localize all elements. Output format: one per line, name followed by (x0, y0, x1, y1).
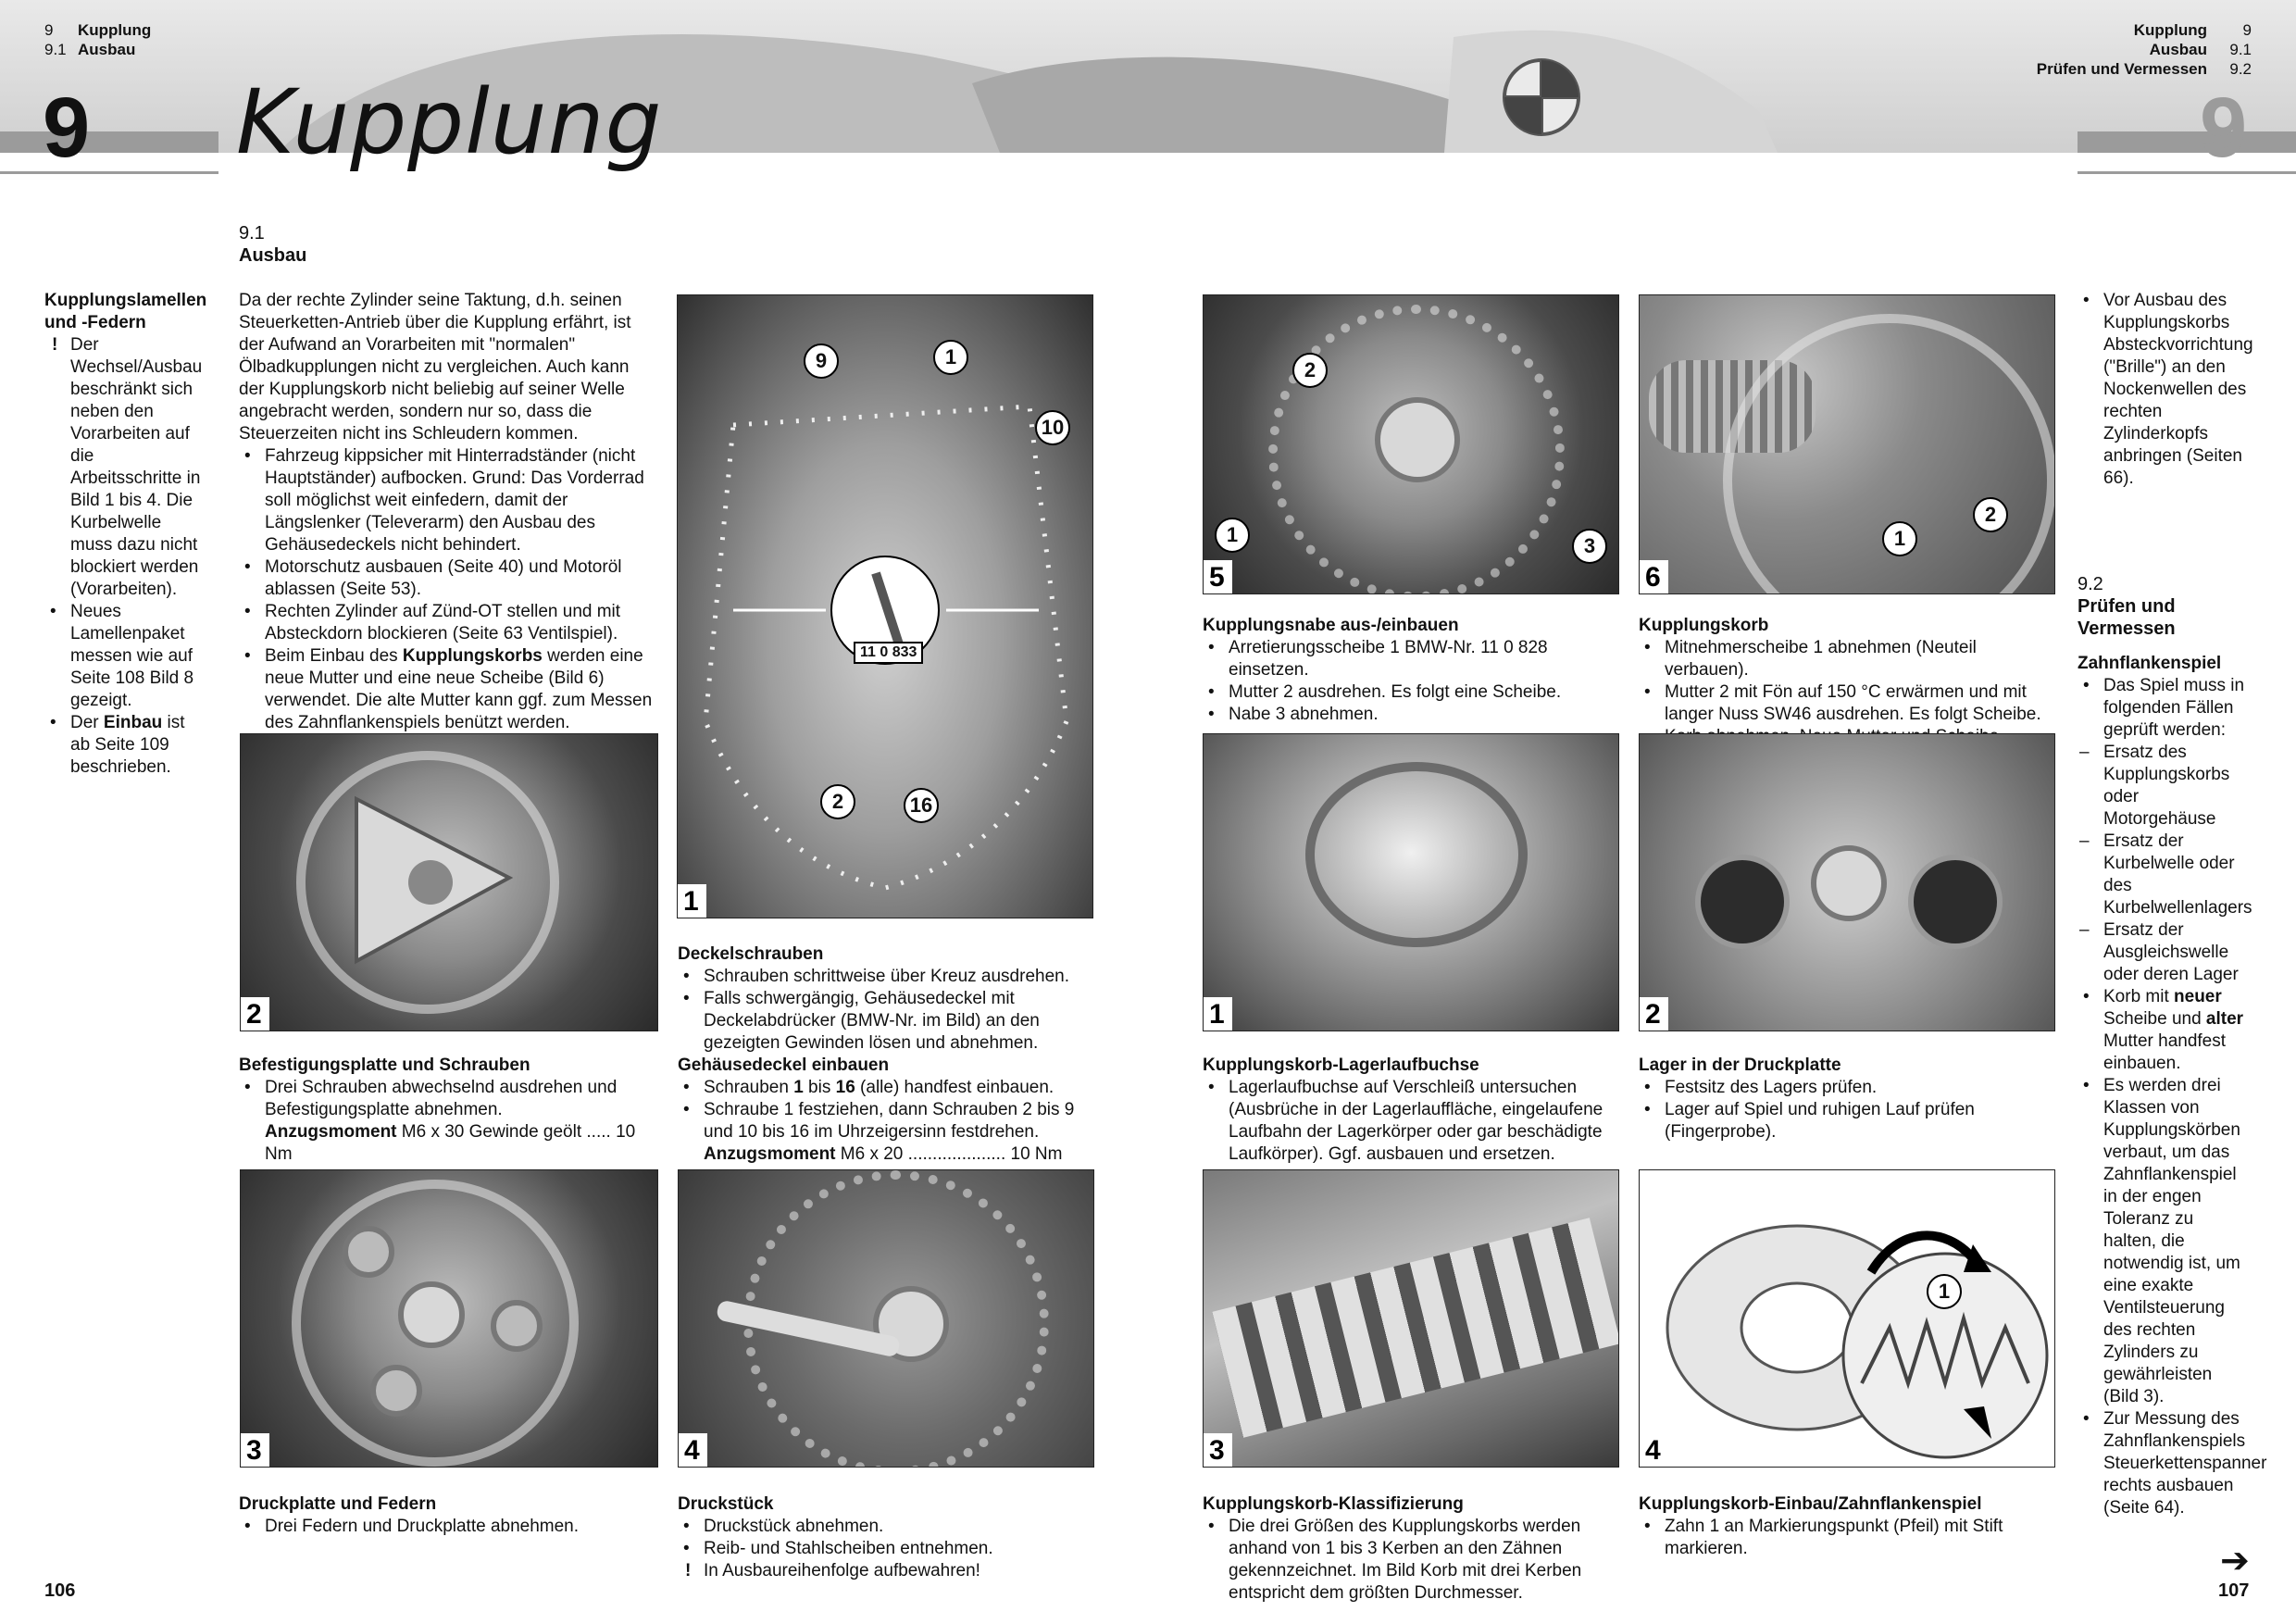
basket-line-drawing (1640, 1170, 2054, 1467)
running-head-right: Kupplung 9 Ausbau 9.1 Prüfen und Vermessen 9.2 (2036, 21, 2252, 78)
photo-clutch-basket (1639, 294, 2055, 594)
caption-basket-classification: Kupplungskorb-Klassifizierung • Die drei Größen des Kupplungskorbs werden anhand von 1 bis 3 Kerben an den Zähnen gekennzeichnet. Im Bild Korb mit drei Kerben entspricht dem größten Durchmesser. (1203, 1493, 1617, 1605)
callout-3: 3 (1572, 529, 1607, 564)
photo-cover-bolts (677, 294, 1093, 918)
chapter-number-left: 9 (43, 81, 91, 175)
caption-pressure-plate: Druckplatte und Federn • Drei Federn und Druckplatte abnehmen. (239, 1493, 657, 1538)
caption-pressure-plate-bearing: Lager in der Druckplatte • Festsitz des Lagers prüfen. • Lager auf Spiel und ruhigen Lauf prüfen (Fingerprobe). (1639, 1055, 2053, 1143)
caption-clutch-basket: Kupplungskorb • Mitnehmerscheibe 1 abnehmen (Neuteil verbauen). • Mutter 2 mit Fön auf 150 °C erwärmen und mit langer Nuss SW46 ausdrehen. Es folgt Scheibe. (1639, 615, 2053, 770)
sidebar-item: • Neues Lamellenpaket messen wie auf Seite 108 Bild 8 gezeigt. (44, 601, 206, 712)
callout-1: 1 (1927, 1274, 1962, 1309)
photo-mounting-plate (240, 733, 658, 1031)
caption-basket-install: Kupplungskorb-Einbau/Zahnflankenspiel • Zahn 1 an Markierungspunkt (Pfeil) mit Stift markieren. (1639, 1493, 2053, 1560)
running-head-left: 9 Kupplung 9.1 Ausbau (44, 21, 152, 58)
photo-number: 4 (679, 1433, 707, 1467)
photo-number: 3 (241, 1433, 269, 1467)
sidebar-item: • Der Einbau ist ab Seite 109 beschrieben. (44, 712, 206, 779)
photo-number: 3 (1204, 1433, 1232, 1467)
triangle-plate (241, 734, 657, 1031)
section-heading-2: 9.2 Prüfen und Vermessen (2078, 574, 2176, 639)
callout-9: 9 (804, 344, 839, 379)
callout-2: 2 (1973, 497, 2008, 532)
caption-mounting-plate: Befestigungsplatte und Schrauben • Drei Schrauben abwechselnd ausdrehen und Befestigungsplatte abnehmen. Anzugsmoment M6 x 30 Gewinde geölt ..... 10 Nm (239, 1055, 657, 1166)
photo-basket-classification (1203, 1169, 1619, 1468)
callout-10: 10 (1035, 410, 1070, 445)
photo-number: 6 (1640, 560, 1668, 593)
page-number-left: 106 (44, 1580, 76, 1601)
photo-number: 2 (1640, 997, 1668, 1031)
arrow-right-icon[interactable]: ➔ (2220, 1542, 2250, 1580)
intro-text: Da der rechte Zylinder seine Taktung, d.h. seinen Steuerketten-Antrieb über die Kupplung erfährt, ist der Aufwand an Vorarbeiten mit "normalen" Ölbadkupplungen nicht zu vergleichen. Auch kann der Kupplungskorb nicht beliebig auf seiner Welle angebracht werden, sondern nur so, dass die Steuerzeiten nicht ins Schleudern kommen. • Fahrzeug kippsicher mit Hinterradständer (nicht Hauptständer) aufbocken. Grund: Das Vorderrad soll möglichst weit einfedern, damit der Längslenker (Televerarm) den Ausbau des Gehäusedeckels nicht behindert. • Motorschutz ausbauen (Seite 40) und Motoröl ablassen (Seite 53). • Rechten Zylinder auf Zünd-OT stellen und mit Absteckdorn blockieren (Seite 63 Ventilspiel). • Beim Einbau des Kupplungskorbs werden eine neue Mutter und eine neue Scheibe (Bild 6) verwendet. Die alte Mutter kann ggf. zum Messen des Zahnflankenspiels benützt werden. (239, 290, 657, 734)
drawing-basket-install (1639, 1169, 2055, 1468)
callout-2: 2 (1292, 353, 1328, 388)
photo-number: 4 (1640, 1433, 1668, 1467)
photo-bearing-bush (1203, 733, 1619, 1031)
photo-number: 1 (678, 884, 706, 918)
tool-number-label: 11 0 833 (854, 642, 923, 664)
caption-clutch-hub: Kupplungsnabe aus-/einbauen • Arretierungsscheibe 1 BMW-Nr. 11 0 828 einsetzen. • Mutter 2 ausdrehen. Es folgt eine Scheibe. • Nabe 3 abnehmen. (1203, 615, 1617, 726)
callout-1: 1 (933, 340, 968, 375)
callout-1: 1 (1882, 521, 1917, 556)
sidebar-note: ! Der Wechsel/Ausbau beschränkt sich neben den Vorarbeiten auf die Arbeitsschritte in Bild 1 bis 4. Die Kurbelwelle muss dazu nicht blockiert werden (Vorarbeiten). (44, 334, 206, 601)
sidebar-left: Kupplungslamellen und -Federn ! Der Wechsel/Ausbau beschränkt sich neben den Vorarbeiten auf die Arbeitsschritte in Bild 1 bis 4. Die Kurbelwelle muss dazu nicht blockiert werden (Vorarbeiten). • Neues Lamellenpaket messen wie auf Seite 108 Bild 8 gezeigt. • Der Einbau ist ab Seite 109 beschrieben. (44, 290, 206, 779)
callout-16: 16 (904, 788, 939, 823)
sidebar-right: • Vor Ausbau des Kupplungskorbs Absteckvorrichtung ("Brille") an den Nockenwellen des rechten Zylinderkopfs anbringen (Seiten 66). 9.2 Prüfen und Vermessen Zahnflankenspiel • Das Spiel muss in folgenden Fällen geprüft werden: – Ersatz des Kupplungskorbs oder Motorgehäuse – Ersatz der Kurbelwelle oder des Kurbelwellenlagers – Ersatz der Ausgleichswelle oder deren Lager • Korb mit neuer Scheibe und alter Mutter handfest einbauen. • Es werden drei Klassen von Kupplungskörben verbaut, um das Zahnflankenspiel in der engen Toleranz zu halten, die notwendig ist, um eine exakte Ventilsteuerung des rechten Zylinders zu gewährleisten (Bild 3). • Zur Messung des Zahnflankenspiels Steuerkettenspanner rechts ausbauen (Seite 64). (2078, 290, 2250, 1519)
sidebar-item: • Vor Ausbau des Kupplungskorbs Absteckvorrichtung ("Brille") an den Nockenwellen des rechten Zylinderkopfs anbringen (Seiten 66). (2078, 290, 2250, 490)
chapter-number-right: 9 (2200, 81, 2248, 175)
photo-number: 2 (241, 997, 269, 1031)
caption-cover-bolts: Deckelschrauben • Schrauben schrittweise über Kreuz ausdrehen. • Falls schwergängig, Gehäusedeckel mit Deckelabdrücker (BMW-Nr. im Bild) an den gezeigten Gewinden lösen und abnehmen. Gehäusedeckel einbauen • Schrauben 1 bis 16 (alle) handfest einbauen. • Schraube 1 festziehen, dann Schrauben 2 bis 9 und 10 bis 16 im Uhrzeigersinn festdrehen. Anzugsmoment M6 x 20 .................... 10 Nm (678, 943, 1092, 1166)
callout-1: 1 (1215, 518, 1250, 553)
callout-2: 2 (820, 784, 855, 819)
caption-bearing-bush: Kupplungskorb-Lagerlaufbuchse • Lagerlaufbuchse auf Verschleiß untersuchen (Ausbrüche in der Lagerlauffläche, eingelaufene Laufbahn der Lagerkörper oder gar beschädigte Laufkörper). Ggf. ausbauen und ersetzen. (1203, 1055, 1617, 1166)
photo-clutch-hub (1203, 294, 1619, 594)
chapter-title: Kupplung (236, 70, 663, 174)
photo-pressure-plate (240, 1169, 658, 1468)
photo-thrust-piece (678, 1169, 1094, 1468)
section-heading: 9.1 Ausbau (239, 223, 307, 266)
cover-outline (678, 295, 1092, 918)
caption-thrust-piece: Druckstück • Druckstück abnehmen. • Reib- und Stahlscheiben entnehmen. ! In Ausbaureihenfolge aufbewahren! (678, 1493, 1092, 1582)
photo-pressure-plate-bearing (1639, 733, 2055, 1031)
photo-number: 5 (1204, 560, 1232, 593)
page-number-right: 107 (2218, 1580, 2250, 1601)
photo-number: 1 (1204, 997, 1232, 1031)
